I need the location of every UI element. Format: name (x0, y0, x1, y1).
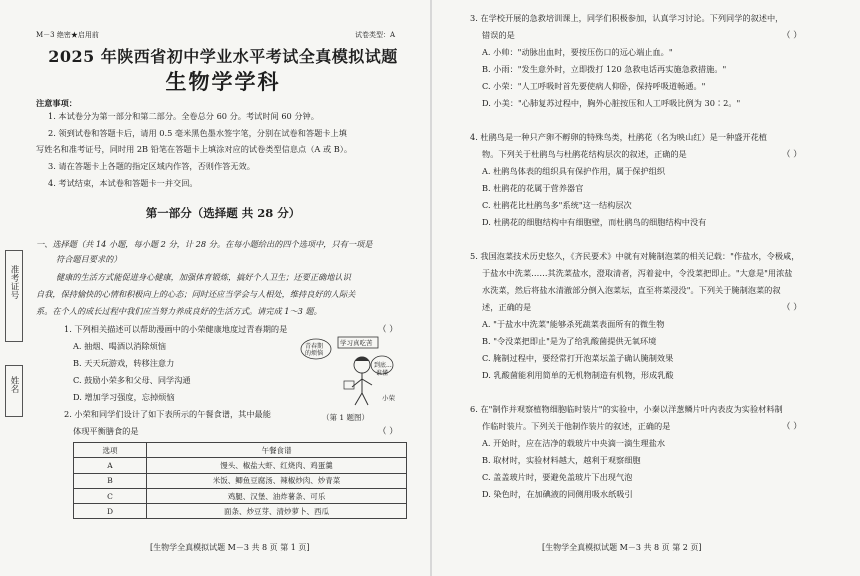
table-row (74, 473, 407, 488)
q5-answer-paren: （ ） (782, 303, 802, 313)
q1-figure-caption: （第 1 题图） (322, 413, 370, 422)
q1-option-a: A. 抽烟、喝酒以消除烦恼 (73, 341, 166, 351)
person-label: 小荣 (382, 394, 395, 402)
q4-answer-paren: （ ） (782, 150, 802, 160)
section-title: 第一部分（选择题 共 28 分） (145, 206, 301, 220)
note-3: 3. 请在答题卡上各题的指定区域内作答，否则作答无效。 (48, 161, 255, 171)
q5-option-d: D. 乳酸菌能利用简单的无机物制造有机物，形成乳酸 (482, 370, 674, 380)
table-row (74, 458, 407, 473)
exam-number-box (5, 250, 23, 342)
q6-stem-2: 作临时装片。下列关于他制作装片的叙述，正确的是 (482, 421, 671, 431)
q5-stem-4: 述，正确的是 (482, 302, 532, 312)
q6-option-d: D. 染色时，在加碘液的同侧用吸水纸吸引 (482, 489, 633, 499)
table-cell-option: A (74, 458, 147, 473)
q5-stem-2: 于盐水中洗菜……其洗菜盐水，澄取清者，泻着瓮中，令没菜把即止。"大意是"用浓盐 (482, 268, 793, 278)
bubble-text-3: 到底... (374, 362, 392, 369)
table-row (74, 504, 407, 519)
q1-comic-illustration (300, 335, 410, 407)
table-header-option: 选项 (74, 443, 147, 458)
q4-option-a: A. 杜鹃鸟体表的组织具有保护作用，属于保护组织 (482, 166, 666, 176)
q4-stem: 4. 杜鹃鸟是一种只产卵不孵卵的特殊鸟类，杜鹃花（名为映山红）是一种盛开花植 (470, 132, 767, 142)
q5-stem: 5. 我国泡菜技术历史悠久，《齐民要术》中就有对腌制泡菜的相关记载："作盐水，令极咸， (470, 251, 800, 261)
paper-type: 试卷类型：A (355, 31, 396, 39)
mc-instruction: 一、选择题（共 14 小题，每小题 2 分，计 28 分。在每小题给出的四个选项中，只有一项是 (36, 239, 373, 249)
q6-option-b: B. 取材时，实验材料越大，越利于观察细胞 (482, 455, 641, 465)
bubble-text-1: 青春期的烦恼 (305, 343, 324, 357)
passage-line-3: 系。在个人的成长过程中我们应当努力养成良好的生活方式。请完成 1～3 题。 (36, 306, 322, 316)
q5-option-c: C. 腌制过程中，要经常打开泡菜坛盖子确认腌制效果 (482, 353, 674, 363)
q3-option-c: C. 小荣："人工呼吸时首先要使病人仰卧，保持呼吸道畅通。" (482, 81, 706, 91)
q3-option-d: D. 小美："心肺复苏过程中，胸外心脏按压和人工呼吸比例为 30∶2。" (482, 98, 741, 108)
q6-option-a: A. 开始时，应在洁净的载玻片中央滴一滴生理盐水 (482, 438, 666, 448)
lunch-menu-table (73, 442, 407, 519)
q4-stem-2: 物。下列关于杜鹃鸟与杜鹃花结构层次的叙述，正确的是 (482, 149, 687, 159)
q6-stem: 6. 在"制作并观察植物细胞临时装片"的实验中，小秦以洋葱鳞片叶内表皮为实验材料制 (470, 404, 783, 414)
q1-option-c: C. 鼓励小荣多和父母、同学沟通 (73, 375, 191, 385)
table-row (74, 488, 407, 503)
page-2-footer: [生物学全真模拟试题 M－3 共 8 页 第 2 页] (542, 543, 702, 552)
table-cell-option: B (74, 473, 147, 488)
passage-line-2: 自我，保持愉快的心情和积极向上的心态；同时还应当学会与人相处，维持良好的人际关 (36, 289, 356, 299)
q2-answer-paren: （ ） (378, 427, 398, 437)
q6-option-c: C. 盖盖玻片时，要避免盖玻片下出现气泡 (482, 472, 633, 482)
q3-stem: 3. 在学校开展的急救培训课上，同学们积极参加，认真学习讨论。下列同学的叙述中， (470, 13, 784, 23)
q2-stem: 2. 小荣和同学们设计了如下表所示的午餐食谱，其中最能 (64, 409, 271, 419)
note-1: 1. 本试卷分为第一部分和第二部分。全卷总分 60 分。考试时间 60 分钟。 (48, 111, 319, 121)
page-1-footer: [生物学全真模拟试题 M－3 共 8 页 第 1 页] (150, 543, 310, 552)
confidential-header: M－3 绝密★启用前 (36, 31, 99, 39)
q3-option-a: A. 小帅："动脉出血时，要按压伤口的远心端止血。" (482, 47, 673, 57)
q5-option-b: B. "令没菜把即止"是为了给乳酸菌提供无氧环境 (482, 336, 657, 346)
q1-option-b: B. 天天玩游戏，转移注意力 (73, 358, 175, 368)
q3-answer-paren: （ ） (782, 31, 802, 41)
page-2 (432, 0, 860, 576)
q1-option-d: D. 增加学习强度，忘掉烦恼 (73, 392, 175, 402)
subject-title: 生物学学科 (165, 69, 281, 94)
q3-stem-2: 错误的是 (482, 30, 515, 40)
q1-stem: 1. 下列相关描述可以帮助漫画中的小荣健康地度过青春期的是 (64, 324, 288, 334)
mc-instruction-2: 符合题目要求的） (56, 254, 122, 264)
note-2: 2. 领到试卷和答题卡后，请用 0.5 毫米黑色墨水签字笔，分别在试卷和答题卡上填 (48, 128, 347, 138)
table-cell-menu: 馒头、椒盐大虾、红烧肉、鸡蛋羹 (147, 458, 407, 473)
table-cell-menu: 鸡腿、汉堡、油炸薯条、可乐 (147, 488, 407, 503)
q2-stem-2: 体现平衡膳食的是 (73, 426, 139, 436)
q5-option-a: A. "于盐水中洗菜"能够杀死蔬菜表面所有的微生物 (482, 319, 665, 329)
table-header-menu: 午餐食谱 (147, 443, 407, 458)
exam-title: 2025 年陕西省初中学业水平考试全真模拟试题 (48, 47, 398, 66)
bubble-text-2: 学习真吃苦 (340, 339, 373, 347)
note-4: 4. 考试结束，本试卷和答题卡一并交回。 (48, 178, 198, 188)
table-header-row (74, 443, 407, 458)
passage-line-1: 健康的生活方式能促进身心健康，加强体育锻炼，搞好个人卫生；还要正确地认识 (56, 272, 351, 282)
name-label: 姓名 (9, 376, 19, 393)
bubble-text-4: 谁懂 (376, 370, 389, 377)
q6-answer-paren: （ ） (782, 422, 802, 432)
table-cell-option: C (74, 488, 147, 503)
q5-stem-3: 水洗菜，然后将盐水清澈部分倒入泡菜坛，直至将菜浸没"。下列关于腌制泡菜的叙 (482, 285, 781, 295)
name-box (5, 365, 23, 417)
exam-number-label: 准考证号 (9, 265, 19, 299)
q1-answer-paren: （ ） (378, 325, 398, 335)
q3-option-b: B. 小雨："发生意外时，立即拨打 120 急救电话再实施急救措施。" (482, 64, 727, 74)
note-2b: 写姓名和准考证号，同时用 2B 铅笔在答题卡上填涂对应的试卷类型信息点（A 或 B）。 (36, 144, 353, 154)
table-cell-option: D (74, 504, 147, 519)
q4-option-d: D. 杜鹃花的细胞结构中有细胞壁，而杜鹃鸟的细胞结构中没有 (482, 217, 707, 227)
table-cell-menu: 面条、炒豆芽、清炒萝卜、西瓜 (147, 504, 407, 519)
table-cell-menu: 米饭、鲫鱼豆腐汤、辣椒炒肉、炒青菜 (147, 473, 407, 488)
q4-option-b: B. 杜鹃花的花属于营养器官 (482, 183, 584, 193)
q4-option-c: C. 杜鹃花比杜鹃鸟多"系统"这一结构层次 (482, 200, 632, 210)
notes-title: 注意事项： (36, 98, 77, 108)
